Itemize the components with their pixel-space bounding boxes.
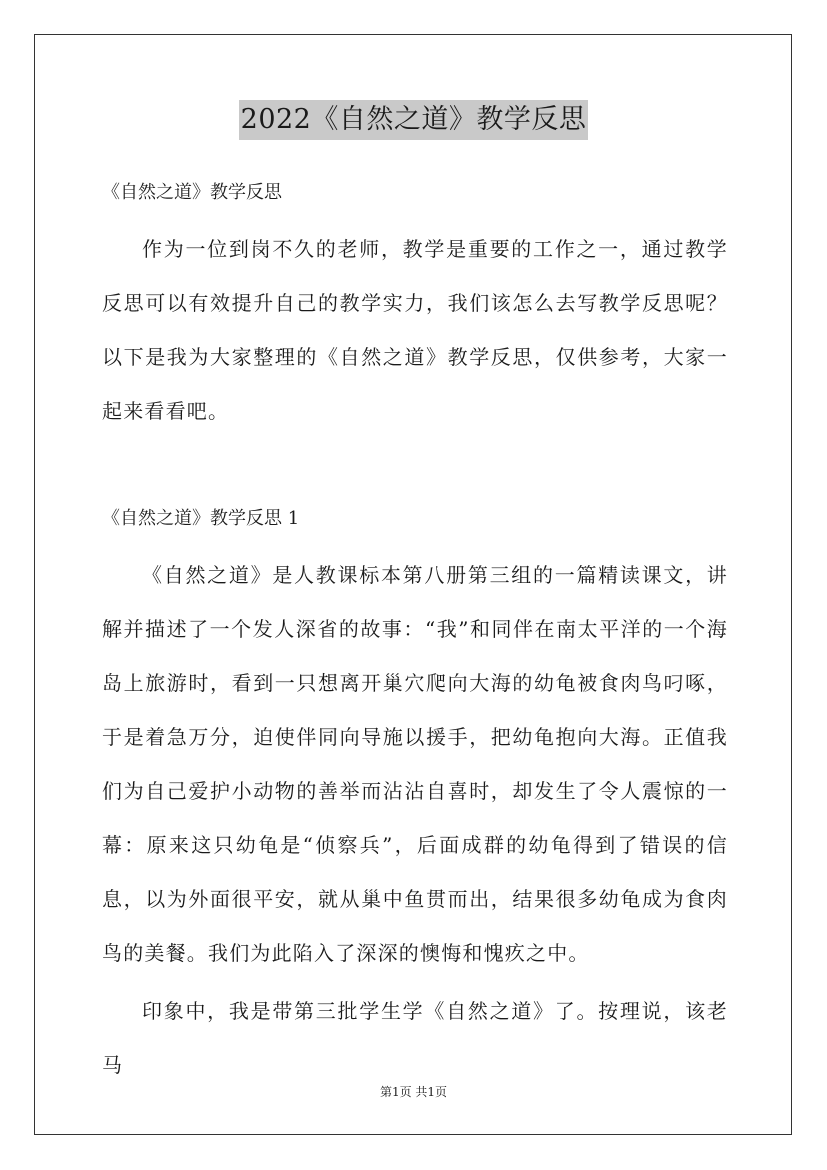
section-paragraph: 《自然之道》是人教课标本第八册第三组的一篇精读课文，讲解并描述了一个发人深省的故事：“我”和同伴在南太平洋的一个海岛上旅游时，看到一只想离开巢穴爬向大海的幼龟被食肉鸟叼啄，于是着急万分，迫使伴同向导施以援手，把幼龟抱向大海。正值我们为自己爱护小动物的善举而沾沾自喜时，却发生了令人震惊的一幕：原来这只幼龟是“侦察兵”，后面成群的幼龟得到了错误的信息，以为外面很平安，就从巢中鱼贯而出，结果很多幼龟成为食肉鸟的美餐。我们为此陷入了深深的懊悔和愧疚之中。 bbox=[102, 563, 728, 965]
section-heading: 《自然之道》教学反思 1 bbox=[102, 508, 300, 529]
page-footer: 第1页 共1页 bbox=[379, 1085, 448, 1099]
title-container bbox=[0, 100, 827, 140]
section-paragraph-continued: 印象中，我是带第三批学生学《自然之道》了。按理说，该老马 bbox=[102, 999, 728, 1077]
intro-paragraph: 作为一位到岗不久的老师，教学是重要的工作之一，通过教学反思可以有效提升自己的教学实力，我们该怎么去写教学反思呢？以下是我为大家整理的《自然之道》教学反思，仅供参考，大家一起来看看吧。 bbox=[102, 237, 728, 423]
document-title: 2022《自然之道》教学反思 bbox=[239, 100, 589, 140]
document-subtitle: 《自然之道》教学反思 bbox=[102, 182, 282, 203]
